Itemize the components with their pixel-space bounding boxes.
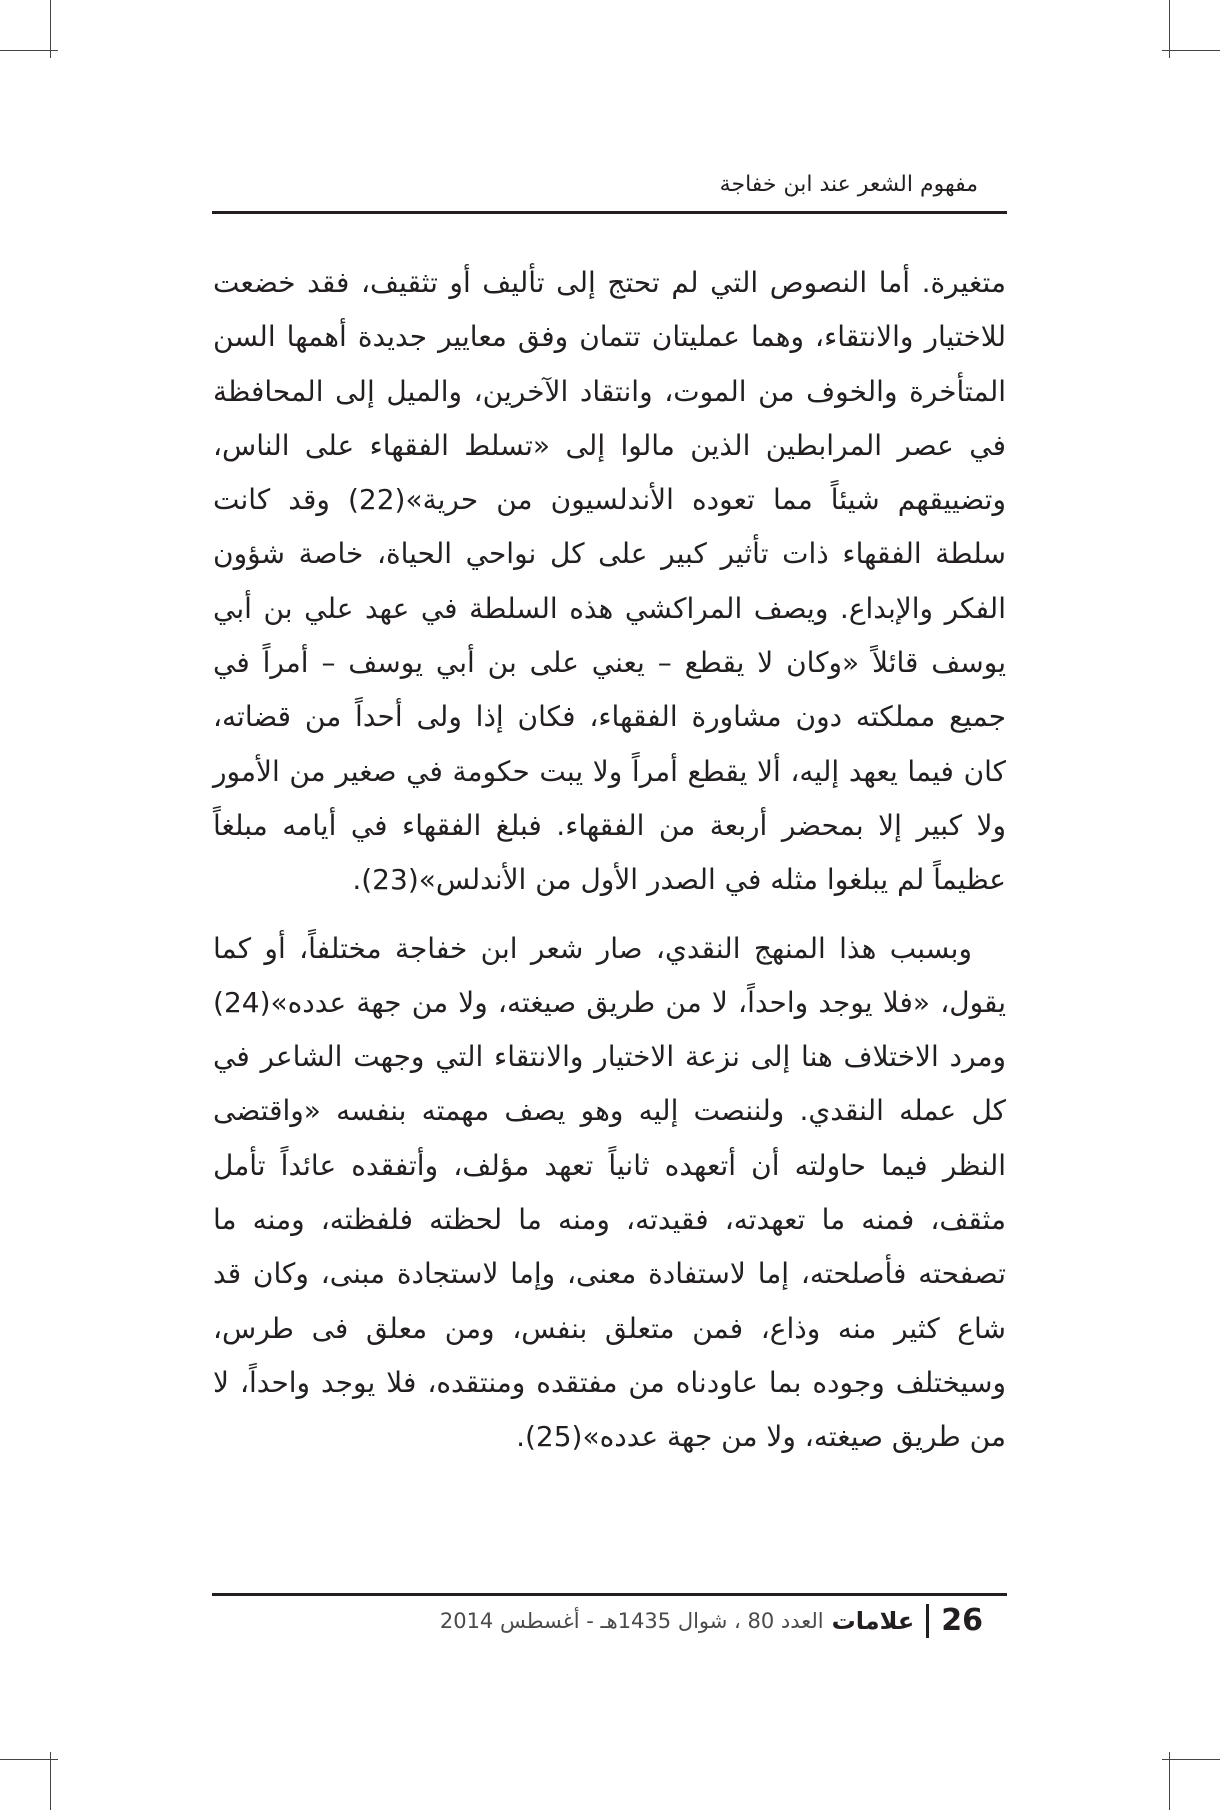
header-divider	[212, 211, 1007, 214]
page-number: 26	[941, 1603, 983, 1638]
crop-mark	[0, 50, 58, 51]
paragraph-1: متغيرة. أما النصوص التي لم تحتج إلى تأليف أو تثقيف، فقد خضعت للاختيار والانتقاء، وهما عمليتان تتمان وفق معايير جديدة أهمها السن المتأخرة والخوف من الموت، وانتقاد الآخرين، والميل إلى المحافظة في عصر المرابطين الذين مالوا إلى «تسلط الفقهاء على الناس، وتضييقهم شيئاً مما تعوده الأندلسيون من حرية»(22) وقد كانت سلطة الفقهاء ذات تأثير كبير على كل نواحي الحياة، خاصة شؤون الفكر والإبداع. ويصف المراكشي هذه السلطة في عهد علي بن أبي يوسف قائلاً «وكان لا يقطع – يعني على بن أبي يوسف – أمراً في جميع مملكته دون مشاورة الفقهاء، فكان إذا ولى أحداً من قضاته، كان فيما يعهد إليه، ألا يقطع أمراً ولا يبت حكومة في صغير من الأمور ولا كبير إلا بمحضر أربعة من الفقهاء. فبلغ الفقهاء في أيامه مبلغاً عظيماً لم يبلغوا مثله في الصدر الأول من الأندلس»(23).	[213, 266, 1006, 897]
crop-mark	[1162, 50, 1220, 51]
footer-separator	[926, 1604, 929, 1638]
issue-info: العدد 80 ، شوال 1435هـ - أغسطس 2014	[439, 1608, 824, 1633]
article-body	[213, 256, 1006, 1465]
paragraph-2	[213, 922, 1006, 1465]
footer-divider	[212, 1593, 1007, 1596]
running-title: مفهوم الشعر عند ابن خفاجة	[719, 172, 978, 197]
crop-mark	[50, 1752, 51, 1810]
journal-name: علامات	[831, 1606, 915, 1635]
crop-mark	[1162, 1759, 1220, 1760]
paragraph-2-text: وبسبب هذا المنهج النقدي، صار شعر ابن خفاجة مختلفاً، أو كما يقول، «فلا يوجد واحداً، لا من طريق صيغته، ولا من جهة عدده»(24) ومرد الاختلاف هنا إلى نزعة الاختيار والانتقاء التي وجهت الشاعر في كل عمله النقدي. ولننصت إليه وهو يصف مهمته بنفسه «واقتضى النظر فيما حاولته أن أتعهده ثانياً تعهد مؤلف، وأتفقده عائداً تأمل مثقف، فمنه ما تعهدته، فقيدته، ومنه ما لحظته فلفظته، ومنه ما تصفحته فأصلحته، إما لاستفادة معنى، وإما لاستجادة مبنى، وكان قد شاع كثير منه وذاع، فمن متعلق بنفس، ومن معلق فى طرس، وسيختلف وجوده بما عاودناه من مفتقده ومنتقده، فلا يوجد واحداً، لا من طريق صيغته، ولا من جهة عدده»(25).	[213, 931, 1006, 1454]
crop-mark	[0, 1759, 58, 1760]
crop-mark	[1169, 1752, 1170, 1810]
page-footer	[440, 1603, 983, 1638]
